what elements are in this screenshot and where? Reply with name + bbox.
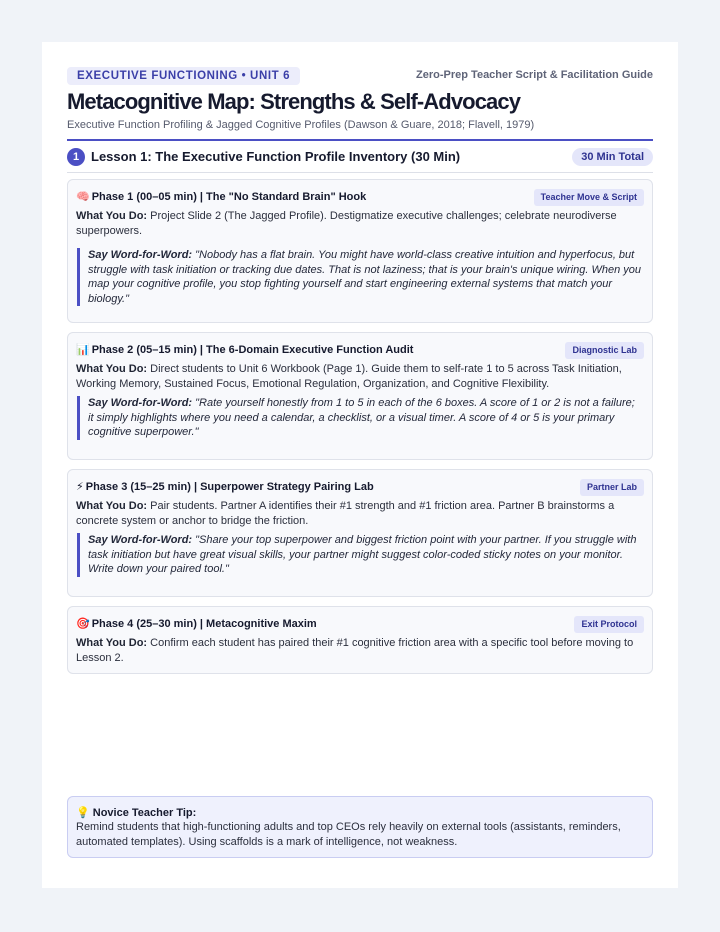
what-you-do — [76, 209, 642, 238]
what-you-do-text: Project Slide 2 (The Jagged Profile). Destigmatize executive challenges; celebrate neurodiverse superpowers. — [76, 210, 617, 237]
script-text: "Nobody has a flat brain. You might have world-class creative intuition and hyperfocus, but struggle with task initiation or tracking due dates. That is not laziness; that is your brain's unique wiring. When you map your cognitive profile, you stop fighting yourself and start engineering external systems that match your biology." — [88, 249, 641, 305]
lightbulb-icon: 💡 — [76, 806, 90, 819]
phase-badge: Teacher Move & Script — [534, 189, 644, 206]
lightning-icon: ⚡ — [76, 480, 84, 493]
phase-card-4 — [67, 606, 653, 674]
script-text: "Rate yourself honestly from 1 to 5 in each of the 6 boxes. A score of 1 or 2 is not a failure; it simply highlights where you need a calendar, a checklist, or a visual timer. A score of 4 or 5 is your primary cognitive superpower." — [88, 397, 635, 439]
tip-title — [76, 806, 644, 819]
lesson-divider — [67, 172, 653, 173]
phase-title: Phase 4 (25–30 min) | Metacognitive Maxim — [91, 618, 317, 630]
phase-card-2 — [67, 332, 653, 460]
brain-icon: 🧠 — [76, 190, 90, 203]
script-quote — [77, 248, 642, 306]
bar-chart-icon: 📊 — [76, 343, 90, 356]
page-title: Metacognitive Map: Strengths & Self-Advocacy — [67, 89, 521, 114]
phase-card-3 — [67, 469, 653, 597]
script-label: Say Word-for-Word: — [88, 249, 193, 261]
phase-heading — [76, 190, 366, 203]
what-you-do-text: Direct students to Unit 6 Workbook (Page 1). Guide them to self-rate 1 to 5 across Task Initiation, Working Memory, Sustained Focus, Emotional Regulation, Organization, and Cognitive Flexibility. — [76, 363, 622, 390]
what-you-do-label: What You Do: — [76, 363, 148, 375]
what-you-do-text: Confirm each student has paired their #1 cognitive friction area with a specific tool before moving to Lesson 2. — [76, 637, 634, 664]
what-you-do-text: Pair students. Partner A identifies their #1 strength and #1 friction area. Partner B brainstorms a concrete system or anchor to bridge the friction. — [76, 500, 615, 527]
top-line — [67, 67, 653, 86]
what-you-do — [76, 636, 642, 665]
lesson-title: Lesson 1: The Executive Function Profile Inventory (30 Min) — [91, 149, 461, 164]
script-label: Say Word-for-Word: — [88, 397, 193, 409]
lesson-number-badge: 1 — [67, 148, 85, 166]
what-you-do-label: What You Do: — [76, 500, 148, 512]
script-label: Say Word-for-Word: — [88, 534, 193, 546]
guide-label: Zero-Prep Teacher Script & Facilitation Guide — [416, 69, 653, 81]
lesson-total-badge: 30 Min Total — [572, 148, 653, 166]
target-icon: 🎯 — [76, 617, 90, 630]
lesson-header — [67, 146, 653, 172]
script-text: "Share your top superpower and biggest friction point with your partner. If you struggle with task initiation but have great visual skills, your partner might suggest color-coded sticky notes on your monitor. Write down your paired tool." — [88, 534, 637, 576]
what-you-do — [76, 362, 642, 391]
tip-title-text: Novice Teacher Tip: — [92, 807, 197, 819]
phase-title: Phase 2 (05–15 min) | The 6-Domain Executive Function Audit — [91, 344, 414, 356]
phase-title: Phase 3 (15–25 min) | Superpower Strategy Pairing Lab — [85, 481, 374, 493]
phase-badge: Diagnostic Lab — [565, 342, 644, 359]
phase-heading — [76, 343, 413, 356]
what-you-do-label: What You Do: — [76, 210, 148, 222]
script-quote — [77, 533, 642, 577]
phase-badge: Exit Protocol — [574, 616, 644, 633]
phase-badge: Partner Lab — [580, 479, 644, 496]
script-quote — [77, 396, 642, 440]
teacher-tip-box — [67, 796, 653, 858]
page-subtitle: Executive Function Profiling & Jagged Cognitive Profiles (Dawson & Guare, 2018; Flavell, 1979) — [67, 119, 535, 131]
phase-heading — [76, 617, 317, 630]
phase-heading — [76, 480, 374, 493]
what-you-do-label: What You Do: — [76, 637, 148, 649]
guide-page — [42, 42, 678, 888]
tip-body: Remind students that high-functioning adults and top CEOs rely heavily on external tools (assistants, reminders, automated templates). Using scaffolds is a mark of intelligence, not weakness. — [76, 821, 621, 848]
title-divider — [67, 139, 653, 141]
phase-title: Phase 1 (00–05 min) | The "No Standard Brain" Hook — [91, 191, 367, 203]
phase-card-1 — [67, 179, 653, 323]
unit-badge: EXECUTIVE FUNCTIONING • UNIT 6 — [67, 67, 300, 85]
what-you-do — [76, 499, 642, 528]
